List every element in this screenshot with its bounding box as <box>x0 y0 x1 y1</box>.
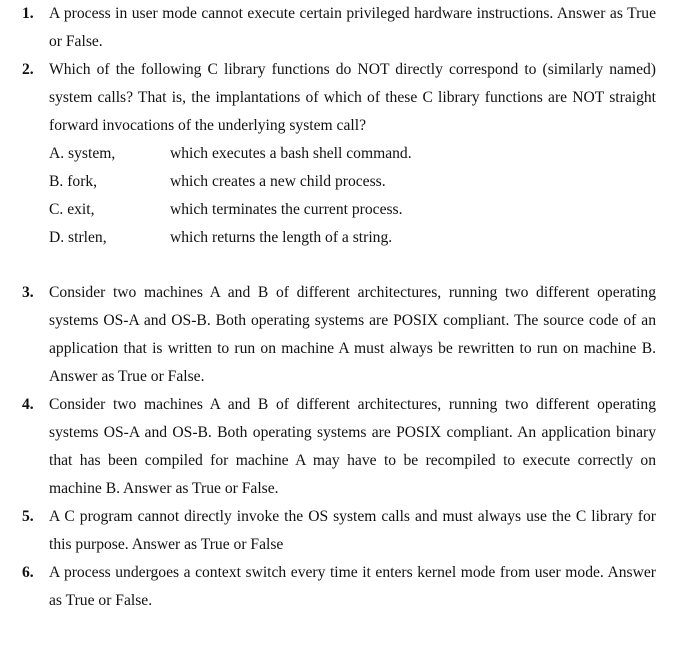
question-text: A C program cannot directly invoke the OS system calls and must always use the C library for this purpose. Answer as True or False <box>49 508 656 553</box>
question-2-options <box>49 140 649 252</box>
option-description: which executes a bash shell command. <box>170 145 412 162</box>
option-label: A. system, <box>49 145 116 162</box>
question-2 <box>22 56 656 140</box>
option-label: B. fork, <box>49 173 98 190</box>
question-1 <box>22 0 656 56</box>
option-b <box>49 168 649 196</box>
question-number: 6. <box>22 564 34 581</box>
option-c <box>49 196 649 224</box>
question-text: A process in user mode cannot execute certain privileged hardware instructions. Answer as True or False. <box>49 5 656 50</box>
question-number: 3. <box>22 284 34 301</box>
question-5 <box>22 503 656 559</box>
question-3 <box>22 279 656 391</box>
option-a <box>49 140 649 168</box>
option-description: which terminates the current process. <box>170 201 403 218</box>
question-number: 2. <box>22 61 34 78</box>
option-description: which creates a new child process. <box>170 173 386 190</box>
question-text: Which of the following C library functions do NOT directly correspond to (similarly named) system calls? That is, the implantations of which of these C library functions are NOT straight forward invocations of the underlying system call? <box>49 61 656 134</box>
option-label: D. strlen, <box>49 229 107 246</box>
question-4 <box>22 391 656 503</box>
question-text: Consider two machines A and B of different architectures, running two different operating systems OS-A and OS-B. Both operating systems are POSIX compliant. An application binary that has been compiled for machine A may have to be recompiled to execute correctly on machine B. Answer as True or False. <box>49 396 656 497</box>
option-label: C. exit, <box>49 201 95 218</box>
question-number: 4. <box>22 396 34 413</box>
question-number: 1. <box>22 5 34 22</box>
question-6 <box>22 559 656 615</box>
option-description: which returns the length of a string. <box>170 229 393 246</box>
question-number: 5. <box>22 508 34 525</box>
question-text: A process undergoes a context switch every time it enters kernel mode from user mode. Answer as True or False. <box>49 564 656 609</box>
option-d <box>49 224 649 252</box>
question-text: Consider two machines A and B of different architectures, running two different operating systems OS-A and OS-B. Both operating systems are POSIX compliant. The source code of an application that is written to run on machine A must always be rewritten to run on machine B. Answer as True or False. <box>49 284 656 385</box>
